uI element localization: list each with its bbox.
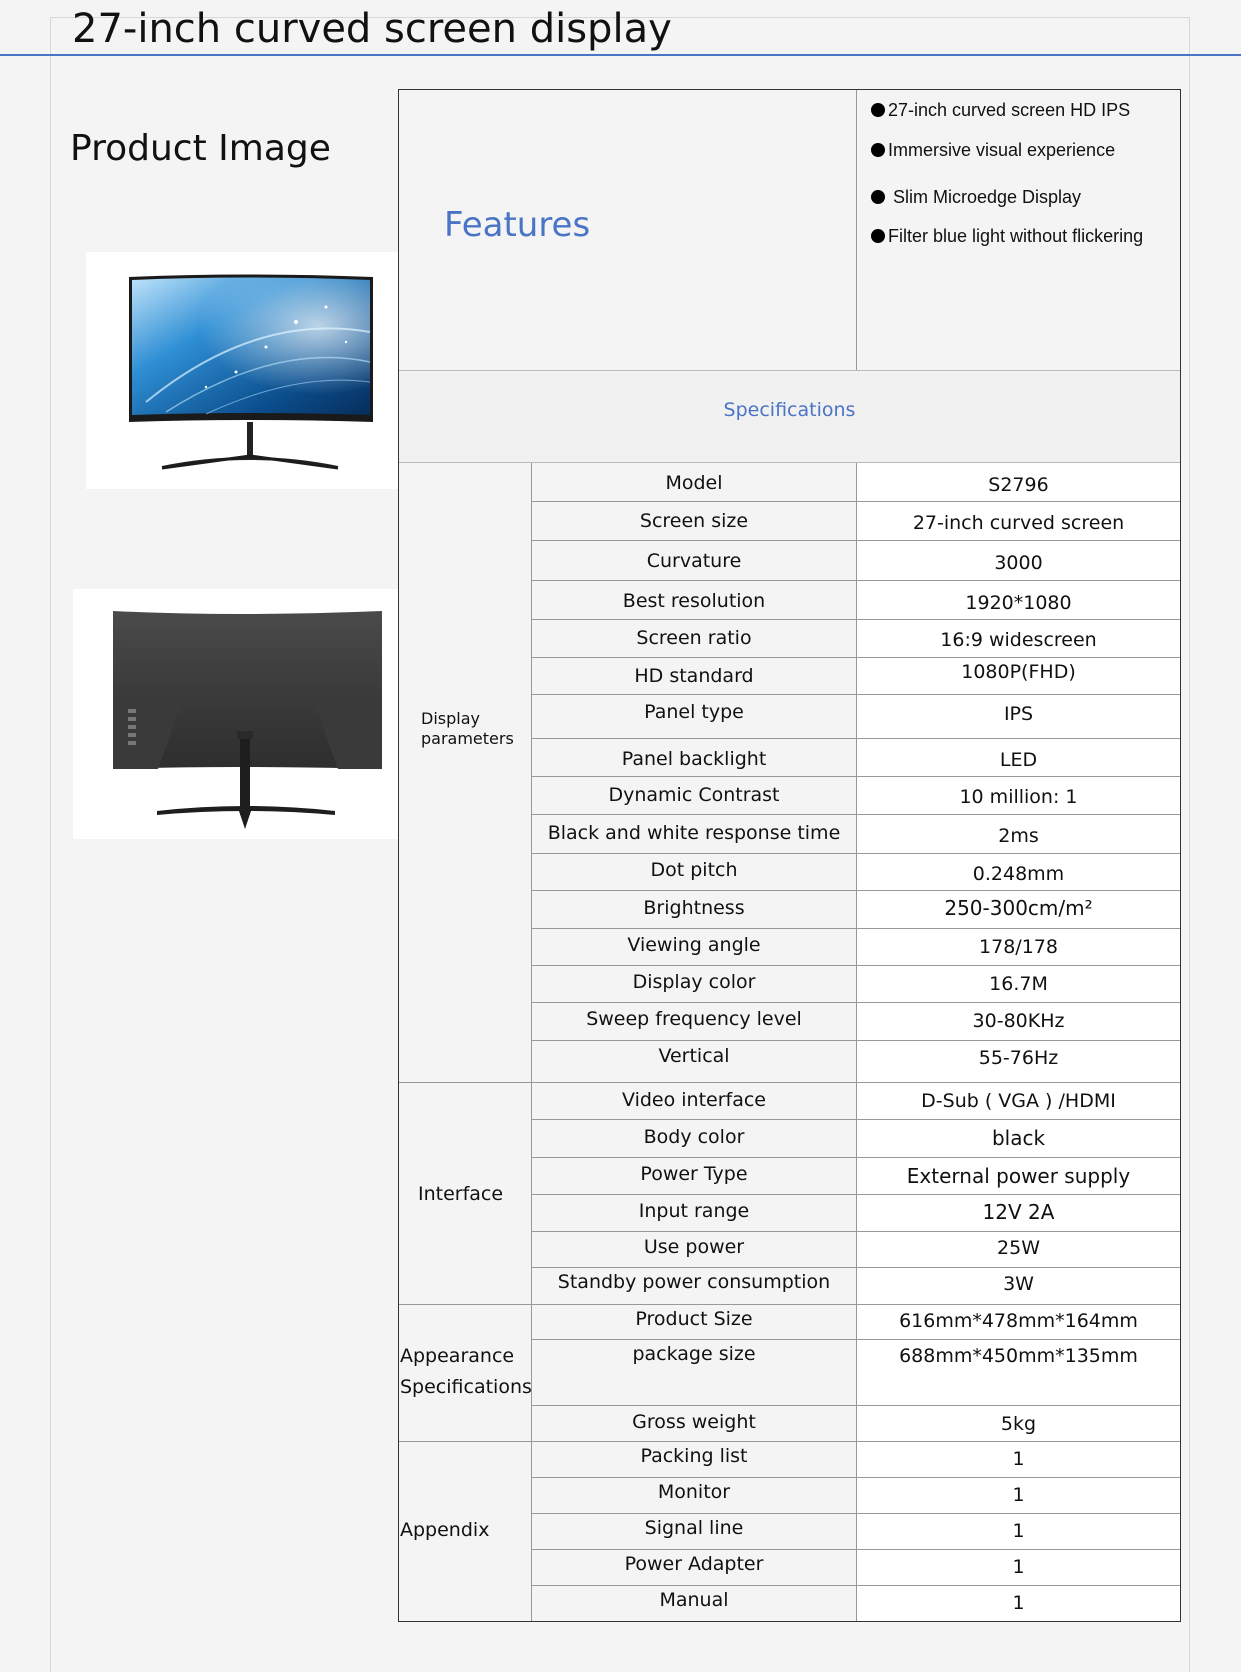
group-label-line: parameters <box>421 729 514 748</box>
spec-value: 12V 2A <box>857 1195 1180 1231</box>
group-label-line: Appearance <box>400 1345 515 1367</box>
spec-row <box>532 1406 1180 1442</box>
spec-value: 0.248mm <box>857 854 1180 890</box>
spec-key: Gross weight <box>532 1406 857 1441</box>
spec-value: 3W <box>857 1268 1180 1304</box>
spec-key: Screen ratio <box>532 620 857 657</box>
spec-key: Manual <box>532 1586 857 1621</box>
spec-row <box>532 1268 1180 1305</box>
spec-sheet <box>398 89 1181 1622</box>
spec-value: 10 million: 1 <box>857 777 1180 814</box>
spec-key: Product Size <box>532 1305 857 1339</box>
spec-key: package size <box>532 1340 857 1405</box>
group-interface <box>399 1083 532 1305</box>
spec-key: Signal line <box>532 1514 857 1549</box>
spec-key: Viewing angle <box>532 929 857 965</box>
spec-value: D-Sub ( VGA ) /HDMI <box>857 1083 1180 1119</box>
spec-key: Power Adapter <box>532 1550 857 1585</box>
group-label-line: Display <box>421 709 480 728</box>
spec-row <box>532 620 1180 658</box>
spec-key: Power Type <box>532 1158 857 1194</box>
spec-value: LED <box>857 739 1180 776</box>
spec-key: Panel type <box>532 695 857 738</box>
feature-text: Slim Microedge Display <box>888 187 1082 207</box>
spec-row <box>532 1195 1180 1232</box>
spec-key: Curvature <box>532 541 857 580</box>
bullet-icon <box>871 190 885 204</box>
title-rule <box>0 54 1241 56</box>
spec-row <box>532 1442 1180 1478</box>
spec-value: External power supply <box>857 1158 1180 1194</box>
spec-value: IPS <box>857 695 1180 738</box>
group-label <box>421 709 514 749</box>
spec-value: 1 <box>857 1550 1180 1585</box>
group-label <box>400 1515 489 1546</box>
spec-value: 16:9 widescreen <box>857 620 1180 657</box>
feature-text: Filter blue light without flickering <box>888 226 1144 246</box>
spec-row <box>532 1550 1180 1586</box>
spec-row <box>532 1340 1180 1406</box>
spec-value: 1920*1080 <box>857 581 1180 619</box>
spec-key: Display color <box>532 966 857 1002</box>
spec-key: Panel backlight <box>532 739 857 776</box>
specifications-band <box>399 370 1180 463</box>
group-label <box>418 1179 503 1210</box>
spec-value: 27-inch curved screen <box>857 502 1180 540</box>
spec-row <box>532 1586 1180 1621</box>
spec-value: black <box>857 1120 1180 1157</box>
spec-row <box>532 502 1180 541</box>
spec-row <box>532 695 1180 739</box>
spec-key: HD standard <box>532 658 857 694</box>
spec-key: Dot pitch <box>532 854 857 890</box>
spec-row <box>532 1083 1180 1120</box>
spec-value: 3000 <box>857 541 1180 580</box>
spec-row <box>532 777 1180 815</box>
group-label-line: Interface <box>418 1183 504 1205</box>
spec-value: 16.7M <box>857 966 1180 1002</box>
feature-text: Immersive visual experience <box>888 140 1116 160</box>
feature-text: 27-inch curved screen HD IPS <box>888 100 1131 120</box>
spec-key: Model <box>532 463 857 501</box>
spec-row <box>532 966 1180 1003</box>
spec-value: 1080P(FHD) <box>857 658 1180 694</box>
product-image-heading: Product Image <box>70 128 331 169</box>
group-label-line: Specifications <box>400 1376 532 1398</box>
spec-row <box>532 581 1180 620</box>
spec-row <box>532 1305 1180 1340</box>
spec-key: Body color <box>532 1120 857 1157</box>
bullet-icon <box>871 229 885 243</box>
monitor-front-illustration <box>86 252 416 489</box>
spec-row <box>532 1514 1180 1550</box>
spec-row <box>532 1003 1180 1041</box>
group-label-line: Appendix <box>400 1519 490 1541</box>
monitor-back-image <box>73 589 398 839</box>
features-label: Features <box>444 205 591 245</box>
spec-value: 688mm*450mm*135mm <box>857 1340 1180 1405</box>
spec-value: 55-76Hz <box>857 1041 1180 1082</box>
spec-key: Dynamic Contrast <box>532 777 857 814</box>
group-appendix <box>399 1442 532 1621</box>
monitor-back-illustration <box>73 589 398 839</box>
spec-key: Screen size <box>532 502 857 540</box>
spec-key: Video interface <box>532 1083 857 1119</box>
feature-item <box>871 187 1081 208</box>
spec-row <box>532 815 1180 854</box>
group-label <box>400 1341 532 1403</box>
spec-value: 1 <box>857 1514 1180 1549</box>
spec-row <box>532 1120 1180 1158</box>
page-title: 27-inch curved screen display <box>72 6 672 52</box>
spec-key: Sweep frequency level <box>532 1003 857 1040</box>
spec-value: 250-300cm/m² <box>857 891 1180 928</box>
bullet-icon <box>871 143 885 157</box>
spec-key: Monitor <box>532 1478 857 1513</box>
bullet-icon <box>871 103 885 117</box>
monitor-front-image <box>86 252 416 489</box>
specifications-title: Specifications <box>723 399 856 421</box>
spec-key: Standby power consumption <box>532 1268 857 1304</box>
spec-row <box>532 1158 1180 1195</box>
spec-key: Brightness <box>532 891 857 928</box>
features-list <box>856 90 1180 370</box>
spec-row <box>532 891 1180 929</box>
feature-item <box>871 100 1130 121</box>
spec-row <box>532 1041 1180 1083</box>
spec-row <box>532 854 1180 891</box>
spec-value: 1 <box>857 1478 1180 1513</box>
spec-value: 1 <box>857 1442 1180 1477</box>
spec-value: 616mm*478mm*164mm <box>857 1305 1180 1339</box>
spec-row <box>532 739 1180 777</box>
spec-value: 2ms <box>857 815 1180 853</box>
spec-row <box>532 541 1180 581</box>
spec-key: Vertical <box>532 1041 857 1082</box>
spec-key: Input range <box>532 1195 857 1231</box>
spec-value: 5kg <box>857 1406 1180 1441</box>
spec-row <box>532 463 1180 502</box>
feature-item <box>871 140 1115 161</box>
spec-value: 25W <box>857 1232 1180 1267</box>
spec-row <box>532 1232 1180 1268</box>
feature-item <box>871 226 1143 247</box>
spec-row <box>532 1478 1180 1514</box>
spec-value: S2796 <box>857 463 1180 501</box>
spec-value: 30-80KHz <box>857 1003 1180 1040</box>
spec-value: 178/178 <box>857 929 1180 965</box>
spec-key: Use power <box>532 1232 857 1267</box>
spec-row <box>532 658 1180 695</box>
spec-key: Best resolution <box>532 581 857 619</box>
spec-row <box>532 929 1180 966</box>
spec-key: Packing list <box>532 1442 857 1477</box>
group-appearance-specifications <box>399 1305 532 1442</box>
spec-value: 1 <box>857 1586 1180 1621</box>
group-display-parameters <box>399 463 532 1083</box>
spec-key: Black and white response time <box>532 815 857 853</box>
